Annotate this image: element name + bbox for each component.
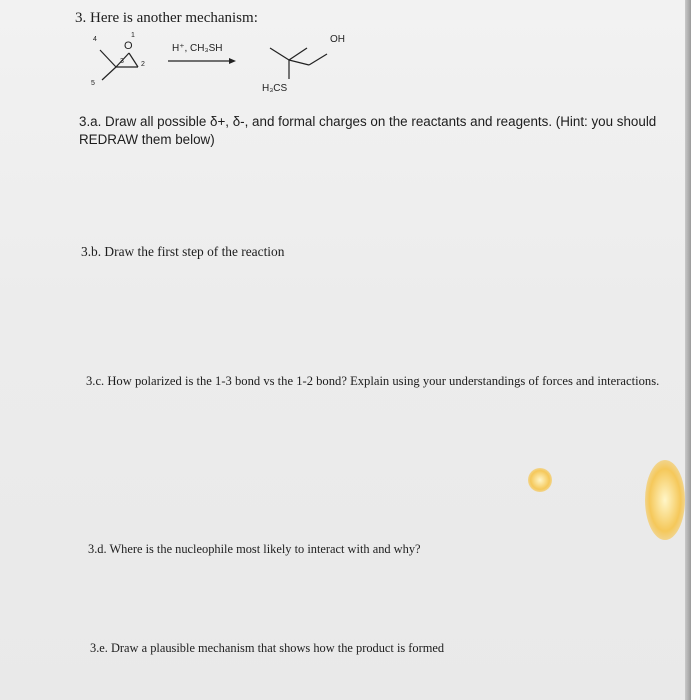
reactant-label-2: 2 (141, 61, 145, 68)
part-d-prompt: 3.d. Where is the nucleophile most likely to interact with and why? (88, 542, 421, 556)
light-glare-large (645, 460, 685, 540)
part-a-prompt: 3.a. Draw all possible δ+, δ-, and formal charges on the reactants and reagents. (Hint: you should REDRAW them below) (79, 114, 657, 147)
product-sch3-label: H₃CS (262, 83, 288, 94)
product-molecule (270, 48, 327, 79)
part-c-prompt: 3.c. How polarized is the 1-3 bond vs the 1-2 bond? Explain using your understandings of forces and interactions. (86, 374, 660, 388)
product-oh-label: OH (330, 34, 345, 45)
reactant-label-5: 5 (91, 80, 95, 87)
reactant-label-1: 1 (131, 32, 135, 39)
reactant-epoxide (100, 50, 138, 80)
part-b-prompt: 3.b. Draw the first step of the reaction (81, 244, 285, 259)
light-glare-small (528, 468, 552, 492)
part-e-prompt: 3.e. Draw a plausible mechanism that shows how the product is formed (90, 641, 445, 655)
reactant-label-3: 3 (120, 58, 124, 65)
reaction-arrow (168, 58, 236, 64)
reaction-scheme (0, 0, 691, 110)
reactant-oxygen: O (124, 40, 133, 52)
reactant-label-4: 4 (93, 36, 97, 43)
question-title: 3. Here is another mechanism: (75, 10, 258, 26)
reagents-label: H⁺, CH₃SH (172, 43, 223, 54)
